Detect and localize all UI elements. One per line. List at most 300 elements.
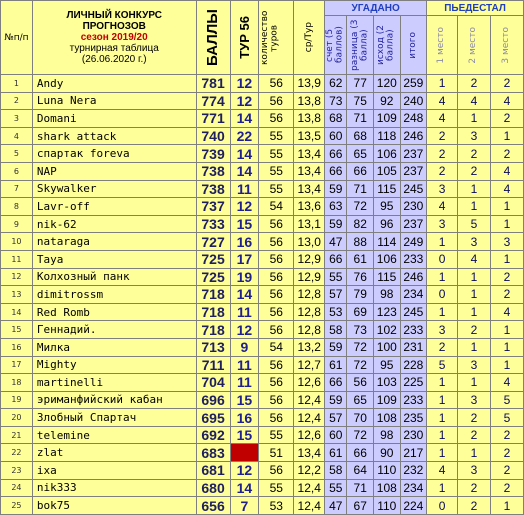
guessed-outcome-cell: 115: [374, 268, 401, 286]
tours-count-cell: 56: [259, 75, 294, 93]
podium-third-cell: 1: [490, 497, 523, 515]
guessed-diff-cell: 76: [347, 268, 374, 286]
points-cell: 656: [196, 497, 230, 515]
tours-count-cell: 55: [259, 426, 294, 444]
guessed-total-cell: 240: [400, 92, 427, 110]
podium-third-cell: 2: [490, 110, 523, 128]
avg-per-tour-cell: 13,4: [294, 145, 325, 163]
podium-second-cell: 2: [457, 497, 490, 515]
table-row: [1, 215, 524, 233]
table-row: [1, 127, 524, 145]
tour-points-cell: 15: [230, 426, 259, 444]
header-p2-cell: [457, 16, 490, 75]
tour-points-cell: 16: [230, 409, 259, 427]
guessed-total-cell: 245: [400, 180, 427, 198]
tours-count-cell: 55: [259, 180, 294, 198]
guessed-diff-cell: 69: [347, 303, 374, 321]
row-index-cell: 13: [1, 286, 33, 304]
title-line1: ЛИЧНЫЙ КОНКУРС: [66, 10, 162, 21]
participant-name-cell: Domani: [32, 110, 196, 128]
guessed-diff-cell: 66: [347, 162, 374, 180]
tour-points-cell: 22: [230, 127, 259, 145]
guessed-outcome-cell: 123: [374, 303, 401, 321]
points-cell: 681: [196, 462, 230, 480]
avg-per-tour-cell: 13,8: [294, 92, 325, 110]
points-cell: 718: [196, 303, 230, 321]
tour-points-cell: 15: [230, 391, 259, 409]
guessed-outcome-cell: 118: [374, 127, 401, 145]
guessed-outcome-cell: 109: [374, 391, 401, 409]
guessed-score-cell: 61: [325, 356, 347, 374]
podium-third-cell: 1: [490, 250, 523, 268]
table-row: [1, 462, 524, 480]
podium-second-cell: 1: [457, 110, 490, 128]
avg-per-tour-cell: 12,8: [294, 286, 325, 304]
row-index-cell: 12: [1, 268, 33, 286]
participant-name-cell: Mighty: [32, 356, 196, 374]
podium-first-cell: 2: [427, 162, 458, 180]
guessed-total-cell: 233: [400, 321, 427, 339]
tours-count-cell: 56: [259, 321, 294, 339]
points-cell: 774: [196, 92, 230, 110]
row-index-cell: 3: [1, 110, 33, 128]
podium-third-cell: 2: [490, 444, 523, 462]
guessed-outcome-cell: 102: [374, 321, 401, 339]
podium-first-cell: 1: [427, 268, 458, 286]
row-index-cell: 23: [1, 462, 33, 480]
podium-third-cell: 4: [490, 92, 523, 110]
guessed-diff-cell: 72: [347, 198, 374, 216]
guessed-diff-cell: 72: [347, 356, 374, 374]
participant-name-cell: Lavr-off: [32, 198, 196, 216]
podium-second-cell: 2: [457, 75, 490, 93]
guessed-diff-cell: 65: [347, 391, 374, 409]
guessed-outcome-cell: 110: [374, 497, 401, 515]
guessed-outcome-cell: 105: [374, 162, 401, 180]
header-outcome-label: исход (2 балла): [376, 25, 396, 65]
podium-second-cell: 3: [457, 391, 490, 409]
row-index-cell: 21: [1, 426, 33, 444]
guessed-score-cell: 62: [325, 75, 347, 93]
podium-third-cell: 1: [490, 356, 523, 374]
guessed-score-cell: 73: [325, 92, 347, 110]
guessed-score-cell: 47: [325, 233, 347, 251]
tours-count-cell: 55: [259, 127, 294, 145]
podium-first-cell: 2: [427, 127, 458, 145]
guessed-total-cell: 230: [400, 426, 427, 444]
points-cell: 696: [196, 391, 230, 409]
participant-name-cell: Милка: [32, 338, 196, 356]
guessed-total-cell: 249: [400, 233, 427, 251]
tour-points-cell: 12: [230, 198, 259, 216]
table-row: [1, 479, 524, 497]
guessed-outcome-cell: 98: [374, 286, 401, 304]
row-index-cell: 8: [1, 198, 33, 216]
guessed-outcome-cell: 120: [374, 75, 401, 93]
podium-first-cell: 0: [427, 250, 458, 268]
row-index-cell: 14: [1, 303, 33, 321]
avg-per-tour-cell: 13,6: [294, 198, 325, 216]
points-cell: 692: [196, 426, 230, 444]
header-avg-label: ср/Тур: [303, 22, 314, 53]
tour-points-cell: 7: [230, 497, 259, 515]
tours-count-cell: 51: [259, 444, 294, 462]
guessed-diff-cell: 65: [347, 145, 374, 163]
podium-third-cell: 4: [490, 180, 523, 198]
podium-second-cell: 1: [457, 198, 490, 216]
guessed-score-cell: 59: [325, 180, 347, 198]
guessed-diff-cell: 75: [347, 92, 374, 110]
points-cell: 737: [196, 198, 230, 216]
avg-per-tour-cell: 12,8: [294, 303, 325, 321]
guessed-outcome-cell: 106: [374, 250, 401, 268]
guessed-outcome-cell: 103: [374, 374, 401, 392]
header-p2-label: 2 место: [468, 26, 479, 64]
header-title-cell: [32, 1, 196, 75]
guessed-score-cell: 60: [325, 426, 347, 444]
podium-first-cell: 2: [427, 145, 458, 163]
guessed-diff-cell: 70: [347, 409, 374, 427]
table-row: [1, 409, 524, 427]
guessed-diff-cell: 66: [347, 444, 374, 462]
guessed-total-cell: 235: [400, 409, 427, 427]
avg-per-tour-cell: 13,8: [294, 110, 325, 128]
podium-third-cell: 2: [490, 268, 523, 286]
participant-name-cell: Геннадий.: [32, 321, 196, 339]
avg-per-tour-cell: 12,4: [294, 479, 325, 497]
guessed-outcome-cell: 110: [374, 462, 401, 480]
table-row: [1, 75, 524, 93]
table-row: [1, 391, 524, 409]
header-score-label: счет (5 баллов): [325, 26, 345, 64]
guessed-score-cell: 55: [325, 268, 347, 286]
podium-second-cell: 2: [457, 162, 490, 180]
tours-count-cell: 53: [259, 497, 294, 515]
guessed-score-cell: 59: [325, 215, 347, 233]
table-row: [1, 198, 524, 216]
guessed-total-cell: 233: [400, 391, 427, 409]
header-index-label: №п/п: [4, 32, 29, 43]
podium-third-cell: 2: [490, 145, 523, 163]
row-index-cell: 4: [1, 127, 33, 145]
row-index-cell: 1: [1, 75, 33, 93]
podium-second-cell: 3: [457, 462, 490, 480]
tour-points-cell: 14: [230, 110, 259, 128]
avg-per-tour-cell: 13,5: [294, 127, 325, 145]
podium-first-cell: 1: [427, 75, 458, 93]
podium-second-cell: 3: [457, 127, 490, 145]
tour-points-cell: 14: [230, 479, 259, 497]
header-tours-count-cell: [259, 1, 294, 75]
podium-third-cell: 5: [490, 391, 523, 409]
tours-count-cell: 55: [259, 162, 294, 180]
guessed-total-cell: 217: [400, 444, 427, 462]
points-cell: 695: [196, 409, 230, 427]
header-total-cell: [400, 16, 427, 75]
guessed-outcome-cell: 90: [374, 444, 401, 462]
guessed-diff-cell: 72: [347, 426, 374, 444]
guessed-outcome-cell: 109: [374, 110, 401, 128]
tours-count-cell: 55: [259, 145, 294, 163]
guessed-total-cell: 231: [400, 338, 427, 356]
podium-second-cell: 1: [457, 444, 490, 462]
table-row: [1, 268, 524, 286]
table-row: [1, 374, 524, 392]
guessed-score-cell: 47: [325, 497, 347, 515]
points-cell: 711: [196, 356, 230, 374]
header-index-cell: [1, 1, 33, 75]
table-row: [1, 356, 524, 374]
podium-third-cell: 2: [490, 75, 523, 93]
table-row: [1, 92, 524, 110]
avg-per-tour-cell: 12,2: [294, 462, 325, 480]
header-diff-label: разница (3 балла): [349, 19, 370, 71]
tour-points-cell: 12: [230, 462, 259, 480]
podium-first-cell: 1: [427, 409, 458, 427]
tour-points-cell: 15: [230, 215, 259, 233]
participant-name-cell: спартак foreva: [32, 145, 196, 163]
podium-first-cell: 4: [427, 110, 458, 128]
row-index-cell: 16: [1, 338, 33, 356]
guessed-diff-cell: 68: [347, 127, 374, 145]
participant-name-cell: ixa: [32, 462, 196, 480]
points-cell: 771: [196, 110, 230, 128]
tours-count-cell: 56: [259, 92, 294, 110]
points-cell: 733: [196, 215, 230, 233]
podium-first-cell: 1: [427, 391, 458, 409]
podium-first-cell: 5: [427, 356, 458, 374]
header-avg-cell: [294, 1, 325, 75]
header-diff-cell: [347, 16, 374, 75]
participant-name-cell: zlat: [32, 444, 196, 462]
points-cell: 738: [196, 162, 230, 180]
guessed-total-cell: 248: [400, 110, 427, 128]
podium-third-cell: 1: [490, 127, 523, 145]
guessed-score-cell: 63: [325, 198, 347, 216]
avg-per-tour-cell: 13,4: [294, 180, 325, 198]
guessed-total-cell: 246: [400, 127, 427, 145]
podium-second-cell: 1: [457, 338, 490, 356]
guessed-score-cell: 57: [325, 286, 347, 304]
podium-first-cell: 4: [427, 198, 458, 216]
guessed-diff-cell: 71: [347, 479, 374, 497]
podium-first-cell: 1: [427, 233, 458, 251]
points-cell: 704: [196, 374, 230, 392]
guessed-outcome-cell: 100: [374, 338, 401, 356]
points-cell: 727: [196, 233, 230, 251]
podium-second-cell: 5: [457, 215, 490, 233]
guessed-total-cell: 237: [400, 145, 427, 163]
podium-first-cell: 1: [427, 479, 458, 497]
podium-third-cell: 2: [490, 479, 523, 497]
participant-name-cell: telemine: [32, 426, 196, 444]
podium-third-cell: 2: [490, 426, 523, 444]
podium-second-cell: 2: [457, 479, 490, 497]
table-row: [1, 497, 524, 515]
table-row: [1, 250, 524, 268]
participant-name-cell: martinelli: [32, 374, 196, 392]
podium-second-cell: 2: [457, 409, 490, 427]
points-cell: 781: [196, 75, 230, 93]
guessed-diff-cell: 61: [347, 250, 374, 268]
row-index-cell: 6: [1, 162, 33, 180]
participant-name-cell: NAP: [32, 162, 196, 180]
guessed-outcome-cell: 108: [374, 479, 401, 497]
row-index-cell: 5: [1, 145, 33, 163]
header-guessed-group: УГАДАНО: [325, 1, 427, 16]
guessed-outcome-cell: 106: [374, 145, 401, 163]
header-p3-cell: [490, 16, 523, 75]
podium-second-cell: 1: [457, 303, 490, 321]
points-cell: 718: [196, 321, 230, 339]
row-index-cell: 10: [1, 233, 33, 251]
podium-first-cell: 2: [427, 338, 458, 356]
participant-name-cell: Andy: [32, 75, 196, 93]
row-index-cell: 9: [1, 215, 33, 233]
table-row: [1, 303, 524, 321]
participant-name-cell: bok75: [32, 497, 196, 515]
participant-name-cell: shark attack: [32, 127, 196, 145]
header-p1-cell: [427, 16, 458, 75]
guessed-diff-cell: 67: [347, 497, 374, 515]
podium-second-cell: 1: [457, 268, 490, 286]
guessed-outcome-cell: 95: [374, 356, 401, 374]
table-row: [1, 444, 524, 462]
participant-name-cell: nik-62: [32, 215, 196, 233]
guessed-score-cell: 58: [325, 462, 347, 480]
header-points-label: БАЛЛЫ: [204, 9, 222, 66]
podium-first-cell: 3: [427, 180, 458, 198]
table-row: [1, 162, 524, 180]
tours-count-cell: 56: [259, 303, 294, 321]
guessed-diff-cell: 56: [347, 374, 374, 392]
guessed-outcome-cell: 92: [374, 92, 401, 110]
guessed-total-cell: 259: [400, 75, 427, 93]
avg-per-tour-cell: 13,4: [294, 162, 325, 180]
participant-name-cell: Злобный Спартач: [32, 409, 196, 427]
podium-first-cell: 1: [427, 444, 458, 462]
row-index-cell: 7: [1, 180, 33, 198]
podium-second-cell: 1: [457, 286, 490, 304]
podium-third-cell: 1: [490, 198, 523, 216]
podium-third-cell: 4: [490, 374, 523, 392]
guessed-total-cell: 246: [400, 268, 427, 286]
guessed-score-cell: 57: [325, 409, 347, 427]
title-date: (26.06.2020 г.): [81, 54, 147, 65]
guessed-diff-cell: 73: [347, 321, 374, 339]
table-row: [1, 110, 524, 128]
guessed-score-cell: 58: [325, 321, 347, 339]
guessed-total-cell: 245: [400, 303, 427, 321]
tours-count-cell: 56: [259, 356, 294, 374]
participant-name-cell: эриманфийский кабан: [32, 391, 196, 409]
header-score-cell: [325, 16, 347, 75]
table-row: [1, 321, 524, 339]
podium-third-cell: 5: [490, 409, 523, 427]
tours-count-cell: 54: [259, 198, 294, 216]
podium-second-cell: 2: [457, 145, 490, 163]
podium-second-cell: 3: [457, 233, 490, 251]
guessed-diff-cell: 79: [347, 286, 374, 304]
avg-per-tour-cell: 12,7: [294, 356, 325, 374]
guessed-score-cell: 66: [325, 250, 347, 268]
header-podium-group: ПЬЕДЕСТАЛ: [427, 1, 524, 16]
tour-points-cell: 14: [230, 162, 259, 180]
points-cell: 680: [196, 479, 230, 497]
podium-first-cell: 1: [427, 426, 458, 444]
tour-points-cell: 14: [230, 145, 259, 163]
guessed-score-cell: 68: [325, 110, 347, 128]
row-index-cell: 24: [1, 479, 33, 497]
tour-points-cell: 17: [230, 250, 259, 268]
podium-third-cell: 1: [490, 321, 523, 339]
podium-second-cell: 3: [457, 356, 490, 374]
row-index-cell: 2: [1, 92, 33, 110]
podium-second-cell: 4: [457, 92, 490, 110]
guessed-outcome-cell: 115: [374, 180, 401, 198]
guessed-outcome-cell: 95: [374, 198, 401, 216]
podium-second-cell: 1: [457, 374, 490, 392]
title-line4: турнирная таблица: [69, 43, 159, 54]
participant-name-cell: dimitrossm: [32, 286, 196, 304]
podium-first-cell: 3: [427, 215, 458, 233]
tour-points-cell: [230, 444, 259, 462]
row-index-cell: 18: [1, 374, 33, 392]
guessed-diff-cell: 64: [347, 462, 374, 480]
table-row: [1, 145, 524, 163]
tours-count-cell: 56: [259, 374, 294, 392]
podium-first-cell: 0: [427, 497, 458, 515]
avg-per-tour-cell: 13,2: [294, 338, 325, 356]
guessed-score-cell: 55: [325, 479, 347, 497]
tours-count-cell: 55: [259, 479, 294, 497]
guessed-score-cell: 66: [325, 374, 347, 392]
guessed-score-cell: 53: [325, 303, 347, 321]
avg-per-tour-cell: 13,4: [294, 444, 325, 462]
guessed-outcome-cell: 98: [374, 426, 401, 444]
table-row: [1, 426, 524, 444]
header-p1-label: 1 место: [436, 26, 447, 64]
header-outcome-cell: [374, 16, 401, 75]
tours-count-cell: 56: [259, 268, 294, 286]
points-cell: 725: [196, 268, 230, 286]
guessed-total-cell: 234: [400, 286, 427, 304]
row-index-cell: 25: [1, 497, 33, 515]
tours-count-cell: 56: [259, 215, 294, 233]
guessed-diff-cell: 71: [347, 180, 374, 198]
podium-third-cell: 4: [490, 162, 523, 180]
title-season: сезон 2019/20: [80, 32, 148, 43]
tour-points-cell: 11: [230, 356, 259, 374]
guessed-outcome-cell: 96: [374, 215, 401, 233]
podium-first-cell: 1: [427, 374, 458, 392]
header-tour-label: ТУР 56: [236, 16, 252, 59]
row-index-cell: 11: [1, 250, 33, 268]
participant-name-cell: nik333: [32, 479, 196, 497]
header-p3-label: 3 место: [501, 26, 512, 64]
podium-first-cell: 1: [427, 303, 458, 321]
guessed-score-cell: 66: [325, 162, 347, 180]
guessed-score-cell: 59: [325, 338, 347, 356]
tour-points-cell: 12: [230, 75, 259, 93]
guessed-score-cell: 66: [325, 145, 347, 163]
podium-second-cell: 2: [457, 321, 490, 339]
row-index-cell: 20: [1, 409, 33, 427]
avg-per-tour-cell: 13,1: [294, 215, 325, 233]
table-row: [1, 180, 524, 198]
podium-third-cell: 1: [490, 338, 523, 356]
guessed-total-cell: 224: [400, 497, 427, 515]
